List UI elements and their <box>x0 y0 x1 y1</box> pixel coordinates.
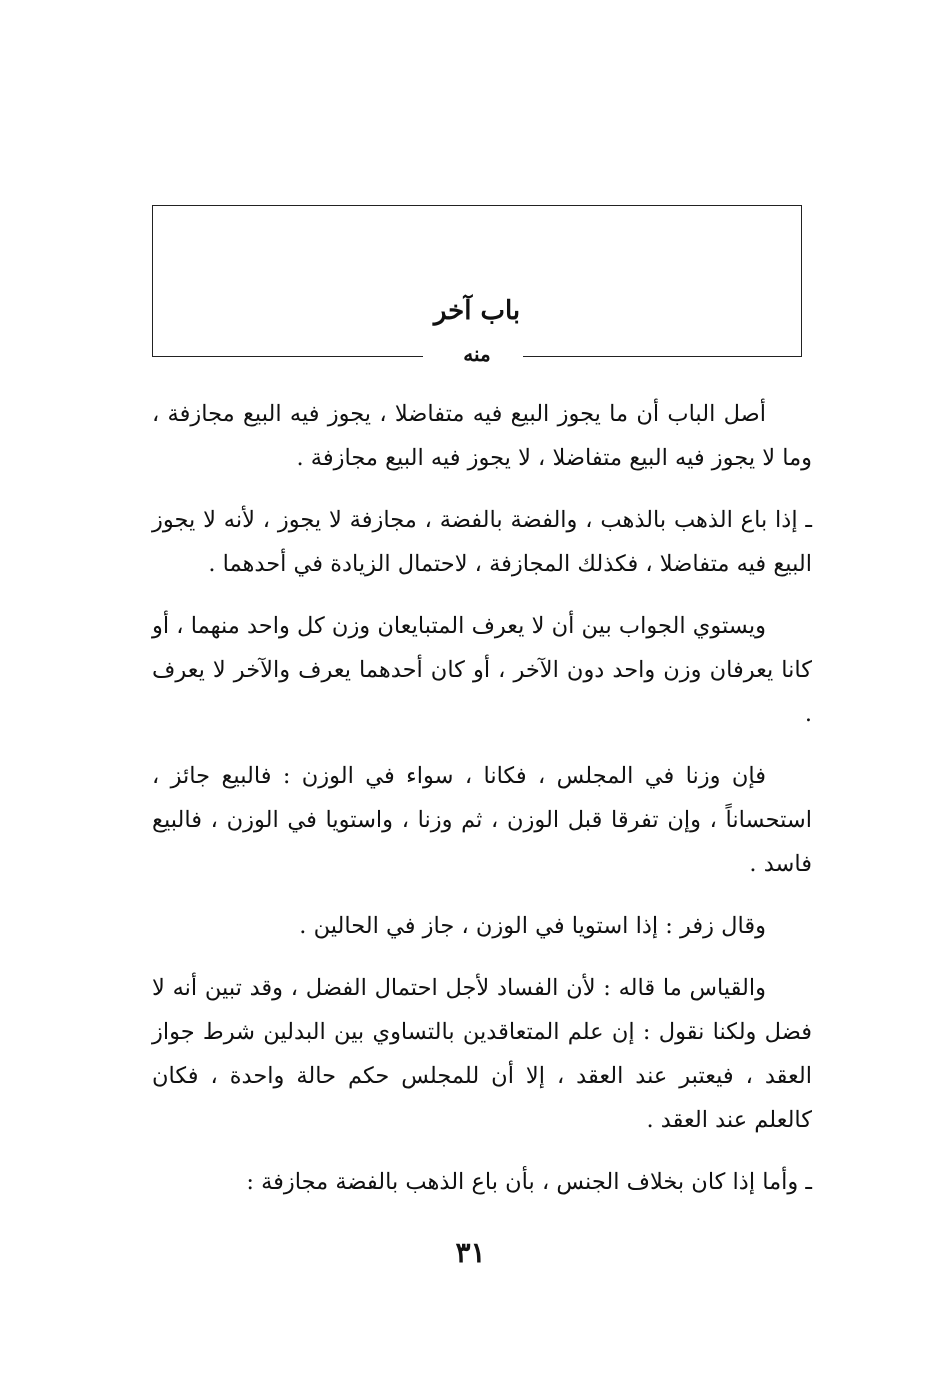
frame-bottom-rule-left <box>153 356 423 357</box>
paragraph: ويستوي الجواب بين أن لا يعرف المتبايعان وزن كل واحد منهما ، أو كانا يعرفان وزن واحد دون الآخر ، أو كان أحدهما يعرف والآخر لا يعرف . <box>152 613 812 727</box>
body-text <box>152 392 812 1222</box>
paragraph: والقياس ما قاله : لأن الفساد لأجل احتمال الفضل ، وقد تبين أنه لا فضل ولكنا نقول : إن علم المتعاقدين بالتساوي بين البدلين شرط جواز العقد ، فيعتبر عند العقد ، إلا أن للمجلس حكم حالة واحدة ، فكان كالعلم عند العقد . <box>152 975 812 1133</box>
paragraph: أصل الباب أن ما يجوز البيع فيه متفاضلا ، يجوز فيه البيع مجازفة ، وما لا يجوز فيه البيع متفاضلا ، لا يجوز فيه البيع مجازفة . <box>152 401 812 471</box>
chapter-title: باب آخر <box>433 296 521 326</box>
paragraph: ـ إذا باع الذهب بالذهب ، والفضة بالفضة ، مجازفة لا يجوز ، لأنه لا يجوز البيع فيه متفاضلا ، فكذلك المجازفة ، لاحتمال الزيادة في أحدهما . <box>152 507 812 577</box>
page-number: ٣١ <box>455 1236 486 1269</box>
paragraph: ـ وأما إذا كان بخلاف الجنس ، بأن باع الذهب بالفضة مجازفة : <box>246 1169 812 1195</box>
chapter-subtitle: منه <box>463 342 491 366</box>
paragraph: فإن وزنا في المجلس ، فكانا ، سواء في الوزن : فالبيع جائز ، استحساناً ، وإن تفرقا قبل الوزن ، ثم وزنا ، واستويا في الوزن ، فالبيع فاسد . <box>152 763 812 877</box>
frame-bottom-rule-right <box>523 356 801 357</box>
chapter-header-frame <box>152 205 802 366</box>
paragraph: وقال زفر : إذا استويا في الوزن ، جاز في الحالين . <box>299 913 766 939</box>
